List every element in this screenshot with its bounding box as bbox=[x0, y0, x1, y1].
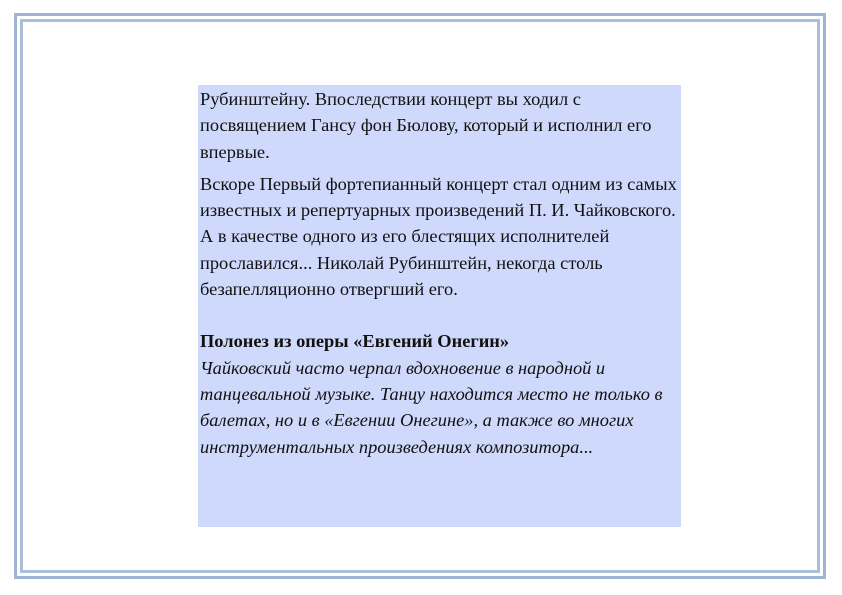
paragraph-folk-dance-inspiration: Чайковский часто черпал вдохновение в народной и танцевальной музыке. Танцу находится место не только в балетах, но и в «Евгении Онегине», а также во многих инструментальных произведениях композитора... bbox=[200, 357, 663, 457]
paragraph-rubinstein-dedication: Рубинштейну. Впоследствии концерт вы ходил с посвящением Гансу фон Бюлову, который и исполнил его впервые. bbox=[200, 89, 652, 162]
section-heading-polonaise: Полонез из оперы «Евгений Онегин» bbox=[200, 331, 510, 352]
text-block bbox=[198, 85, 681, 527]
paragraph-first-piano-concerto: Вскоре Первый фортепианный концерт стал одним из самых известных и репертуарных произведений П. И. Чайковского. А в качестве одного из его блестящих исполнителей прославился... Николай Рубинштейн, некогда столь безапелляционно отвергший его. bbox=[200, 173, 677, 300]
